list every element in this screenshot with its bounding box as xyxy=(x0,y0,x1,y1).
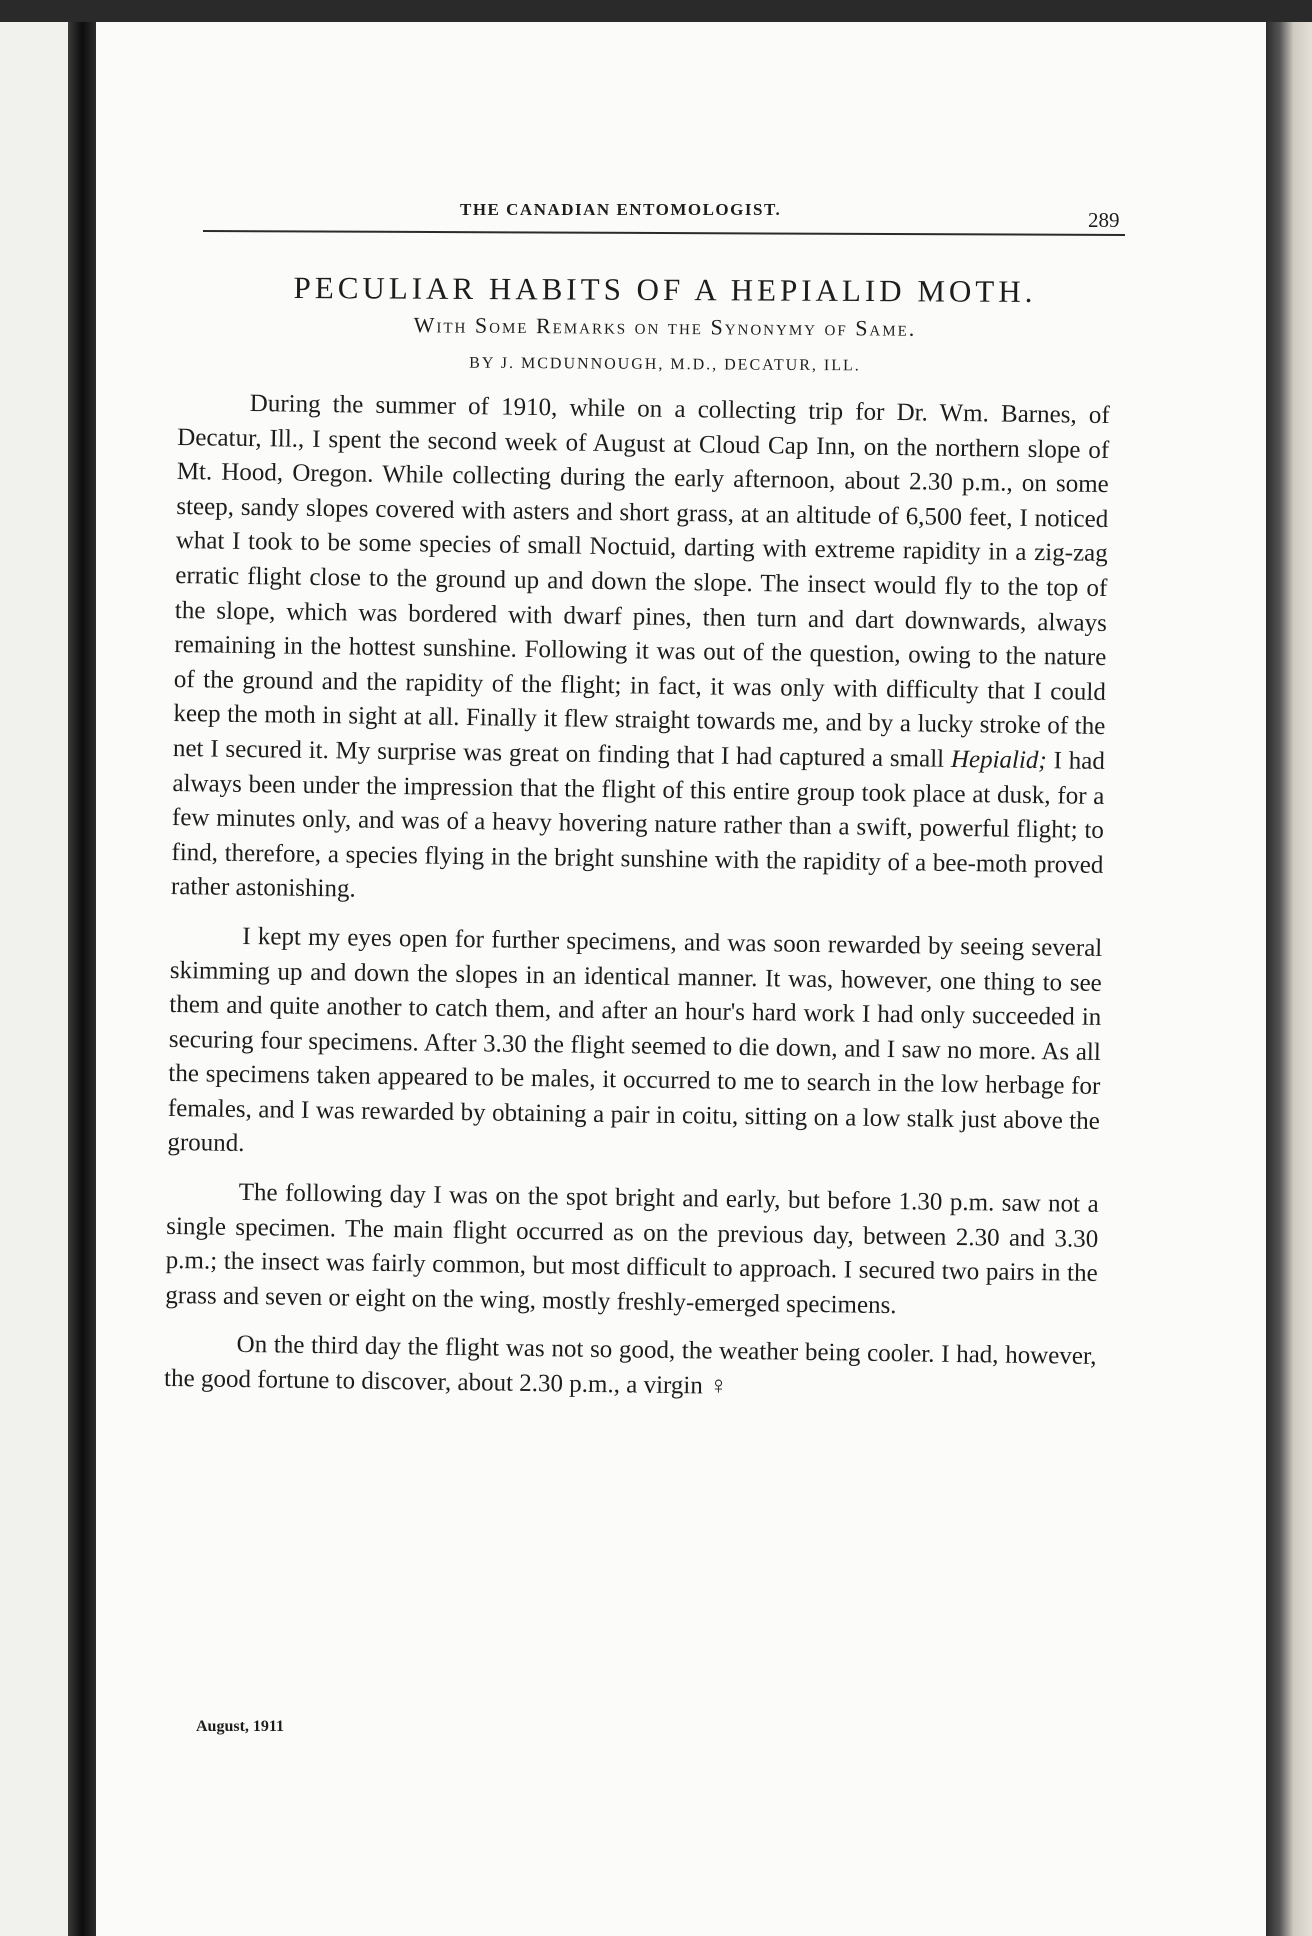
paragraph-1-text-before: During the summer of 1910, while on a collecting trip for Dr. Wm. Barnes, of Decatur, Ill., I spent the second week of August at Cloud Cap Inn, on the northern slope of Mt. Hood, Oregon. While collecting during the early afternoon, about 2.30 p.m., on some steep, sandy slopes covered with asters and short grass, at an altitude of 6,500 feet, I noticed what I took to be some species of small Noctuid, darting with extreme rapidity in a zig-zag erratic flight close to the ground up and down the slope. The insect would fly to the top of the slope, which was bordered with dwarf pines, then turn and dart downwards, always remaining in the hottest sunshine. Following it was out of the question, owing to the nature of the ground and the rapidity of the flight; in fact, it was only with difficulty that I could keep the moth in sight at all. Finally it flew straight towards me, and by a lucky stroke of the net I secured it. My surprise was great on finding that I had captured a small xyxy=(172,390,1110,773)
paragraph-2: I kept my eyes open for further specimens, and was soon rewarded by seeing several skimming up and down the slopes in an identical manner. It was, however, one thing to see them and quite another to catch them, and after an hour's hard work I had only succeeded in securing four specimens. After 3.30 the flight seemed to die down, and I saw no more. As all the specimens taken appeared to be males, it occurred to me to search in the low herbage for females, and I was rewarded by obtaining a pair in coitu, sitting on a low stalk just above the ground. xyxy=(167,922,1103,1158)
paragraph-1-text-after: I had always been under the impression that the flight of this entire group took place at dusk, for a few minutes only, and was of a heavy hovering nature rather than a swift, powerful flight; to find, therefore, a species flying in the bright sunshine with the rapidity of a bee-moth proved rather astonishing. xyxy=(170,747,1106,903)
genus-name-italic: Hepialid; xyxy=(950,745,1047,775)
footer-date: August, 1911 xyxy=(196,1718,285,1735)
right-page-edge xyxy=(1266,22,1312,1936)
running-head: THE CANADIAN ENTOMOLOGIST. xyxy=(460,200,782,219)
paragraph-3: The following day I was on the spot bright and early, but before 1.30 p.m. saw not a single specimen. The main flight occurred as on the previous day, between 2.30 and 3.30 p.m.; the insect was fairly common, but most difficult to approach. I secured two pairs in the grass and seven or eight on the wing, mostly freshly-emerged specimens. xyxy=(165,1178,1099,1319)
article-byline: BY J. MCDUNNOUGH, M.D., DECATUR, ILL. xyxy=(469,354,861,375)
article-body xyxy=(164,386,1110,1424)
article-title: PECULIAR HABITS OF A HEPIALID MOTH. xyxy=(293,270,1037,309)
paragraph-1 xyxy=(171,386,1110,918)
scan-top-margin xyxy=(0,0,1312,22)
page-number: 289 xyxy=(1088,208,1120,232)
book-binding-shadow xyxy=(68,22,96,1936)
article-subtitle: With Some Remarks on the Synonymy of Same. xyxy=(413,312,917,341)
paragraph-4: On the third day the flight was not so good, the weather being cooler. I had, however, the good fortune to discover, about 2.30 p.m., a virgin ♀ xyxy=(163,1331,1097,1400)
